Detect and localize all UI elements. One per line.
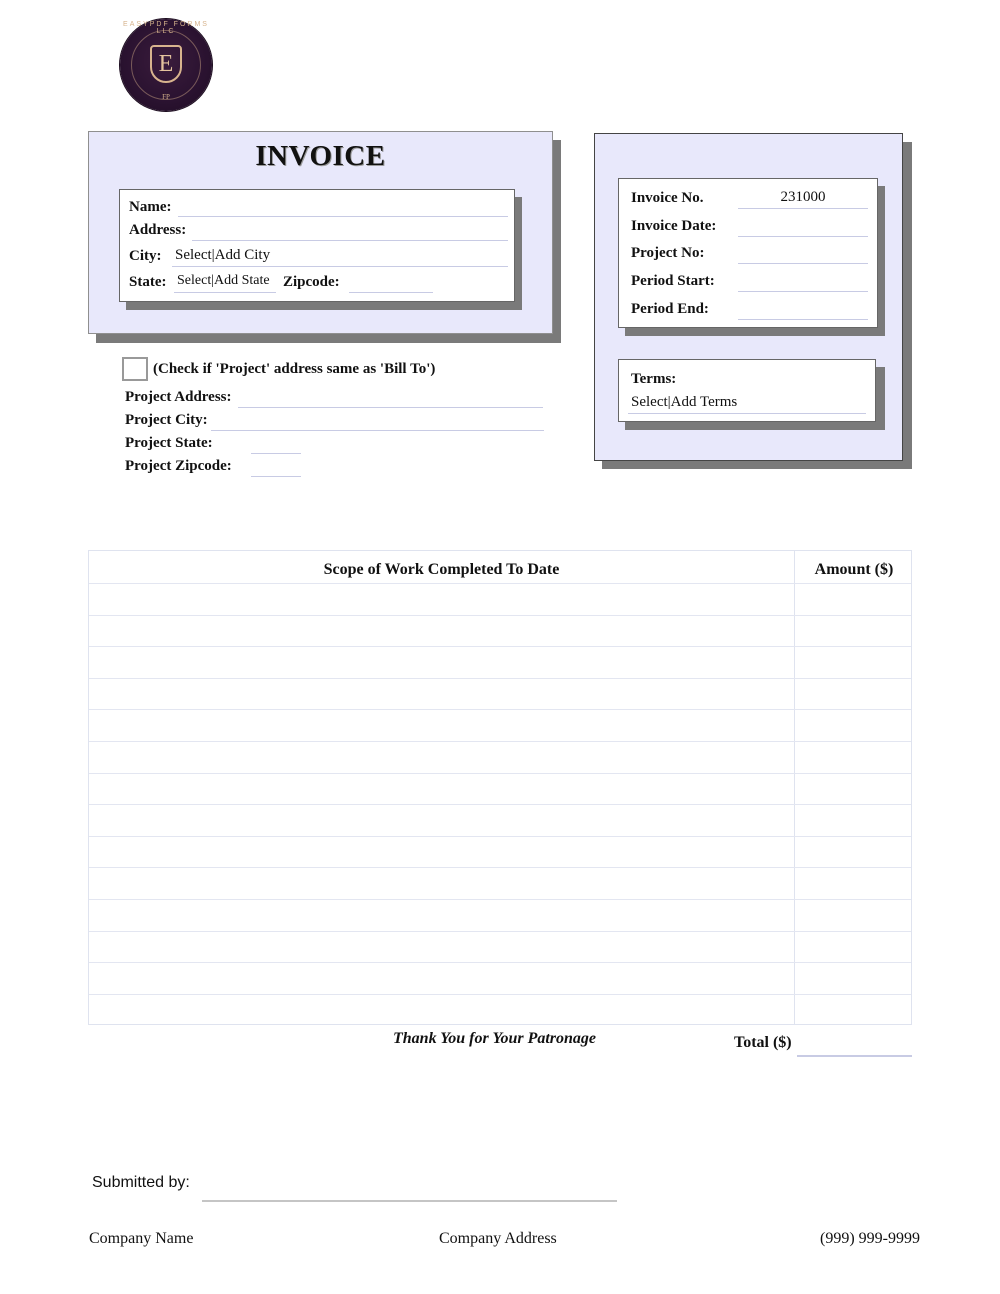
logo-ring-text: EASYPDF FORMS LLC <box>123 21 209 35</box>
total-field[interactable] <box>797 1055 912 1057</box>
invoice-date-field[interactable] <box>738 236 868 237</box>
period-start-label: Period Start: <box>631 273 715 289</box>
amount-cell[interactable] <box>801 715 905 737</box>
amount-cell[interactable] <box>801 589 905 611</box>
scope-cell[interactable] <box>97 968 787 990</box>
amount-cell[interactable] <box>801 621 905 643</box>
name-field[interactable] <box>178 216 508 217</box>
same-address-label: (Check if 'Project' address same as 'Bill To') <box>153 361 436 377</box>
scope-cell[interactable] <box>97 621 787 643</box>
company-phone: (999) 999-9999 <box>820 1230 920 1247</box>
table-row-divider <box>89 962 911 963</box>
amount-cell[interactable] <box>801 747 905 769</box>
zipcode-label: Zipcode: <box>283 274 340 290</box>
thank-you-note: Thank You for Your Patronage <box>393 1030 597 1047</box>
state-field-line <box>174 292 276 293</box>
scope-cell[interactable] <box>97 779 787 801</box>
project-no-field[interactable] <box>738 263 868 264</box>
amount-cell[interactable] <box>801 937 905 959</box>
terms-select[interactable]: Select|Add Terms <box>631 394 738 410</box>
scope-cell[interactable] <box>97 842 787 864</box>
invoice-no-field[interactable]: 231000 <box>780 189 826 205</box>
city-field-line <box>172 266 508 267</box>
scope-header: Scope of Work Completed To Date <box>323 561 560 578</box>
amount-cell[interactable] <box>801 842 905 864</box>
terms-field-line <box>628 413 866 414</box>
state-select[interactable]: Select|Add State <box>177 273 270 288</box>
amount-cell[interactable] <box>801 684 905 706</box>
amount-cell[interactable] <box>801 1000 905 1022</box>
amount-cell[interactable] <box>801 968 905 990</box>
state-label: State: <box>129 274 167 290</box>
table-row-divider <box>89 615 911 616</box>
project-city-label: Project City: <box>125 412 208 428</box>
table-column-divider <box>794 551 795 1024</box>
company-address: Company Address <box>439 1230 557 1247</box>
scope-cell[interactable] <box>97 652 787 674</box>
submitted-by-label: Submitted by: <box>92 1174 190 1191</box>
amount-cell[interactable] <box>801 652 905 674</box>
table-row-divider <box>89 867 911 868</box>
table-row-divider <box>89 994 911 995</box>
amount-cell[interactable] <box>801 905 905 927</box>
scope-cell[interactable] <box>97 1000 787 1022</box>
project-no-label: Project No: <box>631 245 705 261</box>
project-address-label: Project Address: <box>125 389 232 405</box>
submitted-by-field[interactable] <box>202 1200 617 1202</box>
table-row-divider <box>89 583 911 584</box>
project-state-field[interactable] <box>251 453 301 454</box>
address-label: Address: <box>129 222 187 238</box>
table-row-divider <box>89 931 911 932</box>
invoice-date-label: Invoice Date: <box>631 218 717 234</box>
table-row-divider <box>89 804 911 805</box>
table-row-divider <box>89 709 911 710</box>
project-zipcode-field[interactable] <box>251 476 301 477</box>
table-row-divider <box>89 741 911 742</box>
project-zipcode-label: Project Zipcode: <box>125 458 232 474</box>
company-logo <box>120 19 212 111</box>
invoice-no-label: Invoice No. <box>631 190 704 206</box>
invoice-no-line <box>738 208 868 209</box>
period-end-field[interactable] <box>738 319 868 320</box>
scope-cell[interactable] <box>97 684 787 706</box>
table-row-divider <box>89 836 911 837</box>
address-field[interactable] <box>192 240 508 241</box>
scope-cell[interactable] <box>97 810 787 832</box>
table-row-divider <box>89 646 911 647</box>
invoice-title: INVOICE <box>255 140 386 172</box>
total-label: Total ($) <box>734 1034 792 1051</box>
project-city-field[interactable] <box>211 430 544 431</box>
amount-header: Amount ($) <box>814 561 894 578</box>
logo-mark: FP <box>162 93 170 101</box>
period-start-field[interactable] <box>738 291 868 292</box>
table-row-divider <box>89 773 911 774</box>
scope-cell[interactable] <box>97 937 787 959</box>
scope-cell[interactable] <box>97 905 787 927</box>
scope-cell[interactable] <box>97 747 787 769</box>
amount-cell[interactable] <box>801 873 905 895</box>
scope-of-work-table <box>88 550 912 1025</box>
table-row-divider <box>89 899 911 900</box>
amount-cell[interactable] <box>801 779 905 801</box>
company-name: Company Name <box>89 1230 194 1247</box>
same-address-checkbox[interactable] <box>122 357 148 381</box>
period-end-label: Period End: <box>631 301 709 317</box>
city-label: City: <box>129 248 162 264</box>
logo-letter: E <box>158 51 174 77</box>
name-label: Name: <box>129 199 172 215</box>
terms-label: Terms: <box>631 371 677 387</box>
project-address-field[interactable] <box>238 407 543 408</box>
amount-cell[interactable] <box>801 810 905 832</box>
table-row-divider <box>89 678 911 679</box>
city-select[interactable]: Select|Add City <box>175 247 271 263</box>
project-state-label: Project State: <box>125 435 213 451</box>
scope-cell[interactable] <box>97 873 787 895</box>
zipcode-field[interactable] <box>349 292 433 293</box>
scope-cell[interactable] <box>97 715 787 737</box>
scope-cell[interactable] <box>97 589 787 611</box>
